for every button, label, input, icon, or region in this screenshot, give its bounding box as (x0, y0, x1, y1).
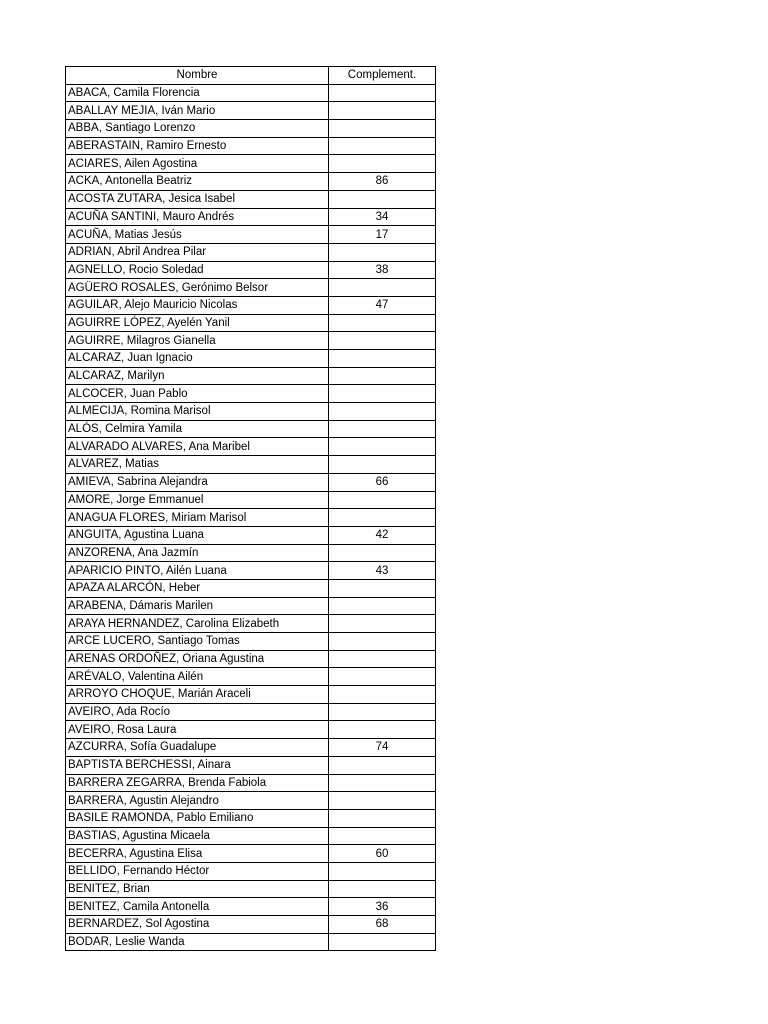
student-name-cell: ACUÑA, Matias Jesús (66, 226, 329, 244)
table-row (66, 650, 436, 668)
table-row (66, 314, 436, 332)
complement-score-cell (329, 84, 436, 102)
complement-score-cell: 17 (329, 226, 436, 244)
student-name-cell: ACIARES, Ailen Agostina (66, 155, 329, 173)
table-row (66, 137, 436, 155)
table-row (66, 367, 436, 385)
table-row (66, 526, 436, 544)
table-row (66, 544, 436, 562)
student-name-cell: BODAR, Leslie Wanda (66, 933, 329, 951)
table-row (66, 898, 436, 916)
student-name-cell: AGUIRRE LÓPEZ, Ayelén Yanil (66, 314, 329, 332)
student-name-cell: ABALLAY MEJIA, Iván Mario (66, 102, 329, 120)
student-name-cell: AZCURRA, Sofía Guadalupe (66, 739, 329, 757)
table-row (66, 509, 436, 527)
table-row (66, 792, 436, 810)
student-name-cell: BENITEZ, Brian (66, 880, 329, 898)
student-name-cell: ARAYA HERNANDEZ, Carolina Elizabeth (66, 615, 329, 633)
complement-score-cell (329, 456, 436, 474)
header-nombre: Nombre (66, 67, 329, 85)
table-row (66, 420, 436, 438)
table-row (66, 703, 436, 721)
student-name-cell: ALÓS, Celmira Yamila (66, 420, 329, 438)
student-name-cell: ARENAS ORDOÑEZ, Oriana Agustina (66, 650, 329, 668)
table-row (66, 809, 436, 827)
table-row (66, 102, 436, 120)
student-name-cell: AMIEVA, Sabrina Alejandra (66, 473, 329, 491)
complement-score-cell: 42 (329, 526, 436, 544)
complement-score-cell (329, 633, 436, 651)
complement-score-cell (329, 279, 436, 297)
student-table (65, 66, 436, 951)
student-name-cell: BELLIDO, Fernando Héctor (66, 862, 329, 880)
table-row (66, 933, 436, 951)
complement-score-cell (329, 615, 436, 633)
table-row (66, 774, 436, 792)
complement-score-cell: 66 (329, 473, 436, 491)
complement-score-cell: 43 (329, 562, 436, 580)
table-row (66, 827, 436, 845)
complement-score-cell (329, 438, 436, 456)
table-row (66, 173, 436, 191)
complement-score-cell (329, 190, 436, 208)
student-name-cell: ABBA, Santiago Lorenzo (66, 120, 329, 138)
table-row (66, 120, 436, 138)
student-name-cell: AGNELLO, Rocio Soledad (66, 261, 329, 279)
table-body (66, 84, 436, 951)
complement-score-cell (329, 350, 436, 368)
header-complement: Complement. (329, 67, 436, 85)
student-name-cell: ACKA, Antonella Beatriz (66, 173, 329, 191)
table-row (66, 597, 436, 615)
complement-score-cell (329, 650, 436, 668)
complement-score-cell: 86 (329, 173, 436, 191)
student-name-cell: AGUILAR, Alejo Mauricio Nicolas (66, 296, 329, 314)
student-name-cell: AVEIRO, Rosa Laura (66, 721, 329, 739)
complement-score-cell (329, 137, 436, 155)
student-name-cell: ABERASTAIN, Ramiro Ernesto (66, 137, 329, 155)
complement-score-cell (329, 509, 436, 527)
complement-score-cell (329, 120, 436, 138)
header-row (66, 67, 436, 85)
table-row (66, 190, 436, 208)
table-row (66, 243, 436, 261)
student-name-cell: AGÜERO ROSALES, Gerónimo Belsor (66, 279, 329, 297)
student-name-cell: ADRIAN, Abril Andrea Pilar (66, 243, 329, 261)
table-row (66, 226, 436, 244)
student-name-cell: ACOSTA ZUTARA, Jesica Isabel (66, 190, 329, 208)
complement-score-cell: 36 (329, 898, 436, 916)
complement-score-cell (329, 597, 436, 615)
student-name-cell: BARRERA, Agustin Alejandro (66, 792, 329, 810)
student-name-cell: ARÉVALO, Valentina Ailén (66, 668, 329, 686)
table-row (66, 332, 436, 350)
table-row (66, 579, 436, 597)
table-row (66, 438, 436, 456)
complement-score-cell (329, 367, 436, 385)
table-row (66, 880, 436, 898)
table-row (66, 739, 436, 757)
complement-score-cell (329, 933, 436, 951)
student-name-cell: ALVAREZ, Matias (66, 456, 329, 474)
table-row (66, 456, 436, 474)
student-name-cell: APAZA ALARCÓN, Heber (66, 579, 329, 597)
student-name-cell: BARRERA ZEGARRA, Brenda Fabiola (66, 774, 329, 792)
complement-score-cell (329, 668, 436, 686)
table-row (66, 279, 436, 297)
table-row (66, 845, 436, 863)
complement-score-cell: 38 (329, 261, 436, 279)
complement-score-cell: 60 (329, 845, 436, 863)
student-name-cell: AGUIRRE, Milagros Gianella (66, 332, 329, 350)
student-name-cell: ANAGUA FLORES, Miriam Marisol (66, 509, 329, 527)
table-row (66, 473, 436, 491)
student-name-cell: ARABENA, Dámaris Marilen (66, 597, 329, 615)
table-row (66, 916, 436, 934)
complement-score-cell (329, 332, 436, 350)
table-row (66, 155, 436, 173)
complement-score-cell (329, 102, 436, 120)
student-name-cell: BENITEZ, Camila Antonella (66, 898, 329, 916)
student-name-cell: APARICIO PINTO, Ailén Luana (66, 562, 329, 580)
student-name-cell: BECERRA, Agustina Elisa (66, 845, 329, 863)
student-name-cell: ALMECIJA, Romina Marisol (66, 403, 329, 421)
complement-score-cell (329, 491, 436, 509)
complement-score-cell (329, 579, 436, 597)
table-row (66, 491, 436, 509)
complement-score-cell (329, 544, 436, 562)
table-row (66, 756, 436, 774)
complement-score-cell (329, 774, 436, 792)
student-name-cell: BAPTISTA BERCHESSI, Ainara (66, 756, 329, 774)
student-name-cell: ACUÑA SANTINI, Mauro Andrés (66, 208, 329, 226)
complement-score-cell (329, 420, 436, 438)
complement-score-cell (329, 703, 436, 721)
complement-score-cell (329, 809, 436, 827)
table-row (66, 633, 436, 651)
student-name-cell: ANGUITA, Agustina Luana (66, 526, 329, 544)
table-row (66, 350, 436, 368)
complement-score-cell (329, 385, 436, 403)
table-row (66, 862, 436, 880)
student-name-cell: ALCOCER, Juan Pablo (66, 385, 329, 403)
complement-score-cell: 47 (329, 296, 436, 314)
table-row (66, 668, 436, 686)
student-name-cell: BASILE RAMONDA, Pablo Emiliano (66, 809, 329, 827)
student-name-cell: ALCARAZ, Juan Ignacio (66, 350, 329, 368)
table-row (66, 296, 436, 314)
complement-score-cell: 68 (329, 916, 436, 934)
complement-score-cell (329, 686, 436, 704)
complement-score-cell: 74 (329, 739, 436, 757)
complement-score-cell (329, 827, 436, 845)
complement-score-cell (329, 792, 436, 810)
student-name-cell: ALVARADO ALVARES, Ana Maribel (66, 438, 329, 456)
table-row (66, 615, 436, 633)
table-row (66, 261, 436, 279)
table-row (66, 686, 436, 704)
table-row (66, 562, 436, 580)
table-row (66, 84, 436, 102)
complement-score-cell (329, 243, 436, 261)
table-row (66, 385, 436, 403)
student-name-cell: ARROYO CHOQUE, Marián Araceli (66, 686, 329, 704)
complement-score-cell (329, 314, 436, 332)
table-row (66, 721, 436, 739)
complement-score-cell (329, 862, 436, 880)
student-name-cell: BASTIAS, Agustina Micaela (66, 827, 329, 845)
student-name-cell: ALCARAZ, Marilyn (66, 367, 329, 385)
complement-score-cell (329, 403, 436, 421)
student-name-cell: ANZORENA, Ana Jazmín (66, 544, 329, 562)
student-name-cell: BERNARDEZ, Sol Agostina (66, 916, 329, 934)
student-name-cell: ABACA, Camila Florencia (66, 84, 329, 102)
complement-score-cell (329, 155, 436, 173)
table-row (66, 208, 436, 226)
complement-score-cell (329, 756, 436, 774)
student-name-cell: AVEIRO, Ada Rocío (66, 703, 329, 721)
complement-score-cell (329, 880, 436, 898)
complement-score-cell (329, 721, 436, 739)
table-row (66, 403, 436, 421)
student-name-cell: ARCE LUCERO, Santiago Tomas (66, 633, 329, 651)
student-name-cell: AMORE, Jorge Emmanuel (66, 491, 329, 509)
complement-score-cell: 34 (329, 208, 436, 226)
